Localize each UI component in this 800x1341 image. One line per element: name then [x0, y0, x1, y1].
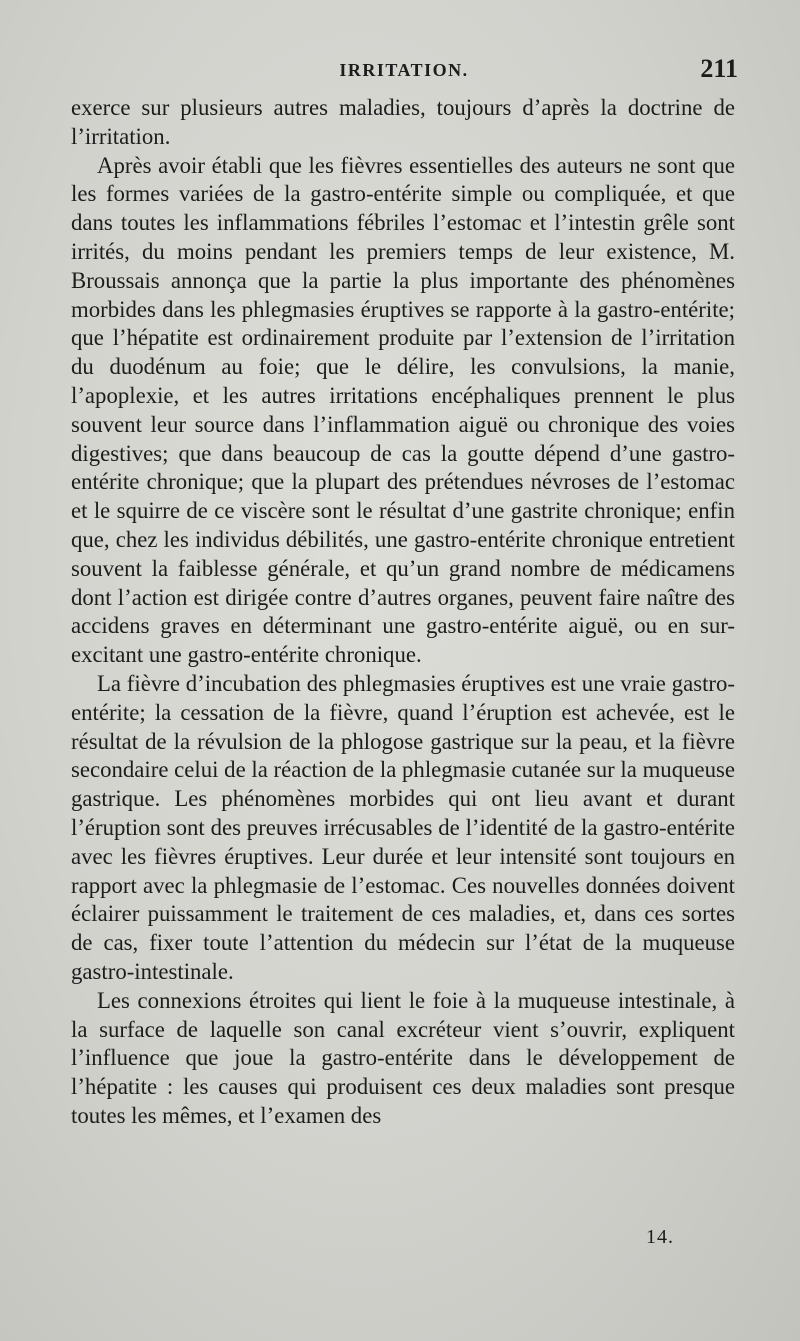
signature-mark: 14. [646, 1226, 674, 1248]
page-number: 211 [700, 54, 738, 83]
paragraph-liver-connexions: Les connexions étroites qui lient le foie à la muqueuse intestinale, à la surface de laquelle son canal excréteur vient s’ouvrir, expliquent l’influence que joue la gastro-entérite dans le développement de l’hépatite : les causes qui produisent ces deux maladies sont presque toutes les mêmes, et l’examen des [71, 987, 735, 1128]
running-head [70, 54, 738, 90]
running-title: IRRITATION. [339, 60, 469, 80]
paragraph-broussais-doctrine: Après avoir établi que les fièvres essentielles des auteurs ne sont que les formes variées de la gastro-entérite simple ou compliquée, et que dans toutes les inflammations fébriles l’estomac et l’intestin grêle sont irrités, du moins pendant les premiers temps de leur existence, M. Broussais annonça que la partie la plus importante des phénomènes morbides dans les phlegmasies éruptives se rapporte à la gastro-entérite; que l’hépatite est ordinairement produite par l’extension de l’irritation du duodénum au foie; que le délire, les convulsions, la manie, l’apoplexie, et les autres irritations encéphaliques prennent le plus souvent leur source dans l’inflammation aiguë ou chronique des voies digestives; que dans beaucoup de cas la goutte dépend d’une gastro-entérite chronique; que la plupart des prétendues névroses de l’estomac et le squirre de ce viscère sont le résultat d’une gastrite chronique; enfin que, chez les individus débilités, une gastro-entérite chronique entretient souvent la faiblesse générale, et qu’un grand nombre de médicamens dont l’action est dirigée contre d’autres organes, peuvent faire naître des accidens graves en déterminant une gastro-entérite aiguë, ou en sur-excitant une gastro-entérite chronique. [71, 152, 735, 668]
body-text [71, 94, 735, 1131]
paragraph-continuation: exerce sur plusieurs autres maladies, toujours d’après la doctrine de l’irritation. [71, 95, 735, 149]
paragraph-incubation-fever: La fièvre d’incubation des phlegmasies éruptives est une vraie gastro-entérite; la cessation de la fièvre, quand l’éruption est achevée, est le résultat de la révulsion de la phlogose gastrique sur la peau, et la fièvre secondaire celui de la réaction de la phlegmasie cutanée sur la muqueuse gastrique. Les phénomènes morbides qui ont lieu avant et durant l’éruption sont des preuves irrécusables de l’identité de la gastro-entérite avec les fièvres éruptives. Leur durée et leur intensité sont toujours en rapport avec la phlegmasie de l’estomac. Ces nouvelles données doivent éclairer puissamment le traitement de ces maladies, et, dans ces sortes de cas, fixer toute l’attention du médecin sur l’état de la muqueuse gastro-intestinale. [71, 670, 735, 984]
